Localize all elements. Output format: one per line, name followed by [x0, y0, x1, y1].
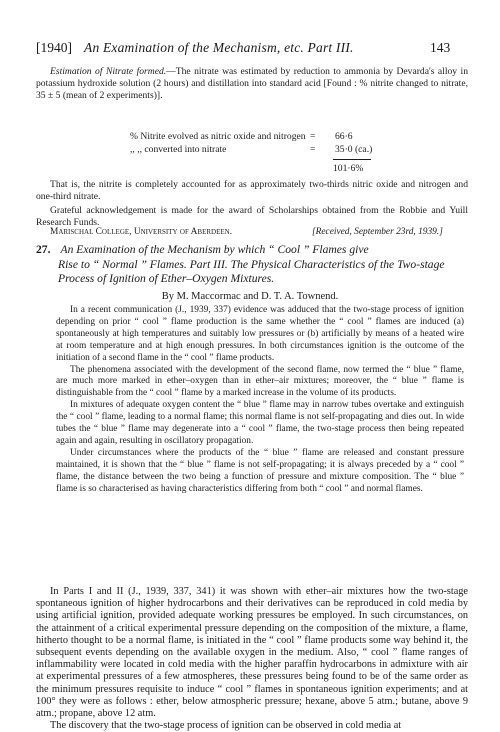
article-title-rest: Rise to “ Normal ” Flames. Part III. The Physical Characteristics of the Two-stage Process of Ignition of Ether–Oxygen Mixtures. [58, 257, 445, 286]
abstract [56, 305, 464, 496]
row-label: % Nitrite evolved as nitric oxide and nitrogen [130, 131, 306, 142]
conclusion-paragraph: That is, the nitrite is completely accounted for as approximately two-thirds nitric oxide and nitrogen and one-third nitrate. [36, 179, 468, 202]
body-paragraph: In Parts I and II (J., 1939, 337, 341) it was shown with ether–air mixtures how the two-stage spontaneous ignition of higher hydrocarbons and their derivatives can be reproduced in cold media by using artificial ignition, provided adequate working pressures be employed. In such circumstances, on the attainment of a critical experimental pressure depending on the composition of the mixture, a flame, hitherto thought to be a normal flame, is initiated in the “ cool ” flame products some way behind it, the subsequent events depending on the available oxygen in the medium. Also, “ cool ” flame ranges of inflammability were located in cold media with the higher paraffin hydrocarbons in admixture with air at experimental pressures of a few atmospheres, these pressures being found to be of the same order as the minimum pressures requisite to induce “ cool ” flames in spontaneous ignition experiments; and at 100° they were as follows : ether, below atmospheric pressure; hexane, above 5 atm.; butane, above 9 atm.; propane, above 12 atm. [36, 586, 468, 720]
nitrate-paragraph [36, 66, 468, 102]
abstract-paragraph: In a recent communication (J., 1939, 337) evidence was adduced that the two-stage process of ignition depending on prior “ cool ” flame production is the same whether the “ cool ” flames are induced (a) spontaneously at high temperatures and suitably low pressures or (b) artificially by means of a heated wire at room temperature and at high enough pressures. In both circumstances ignition is the outcome of the initiation of a second flame in the “ cool ” flame products. [56, 305, 464, 363]
abstract-paragraph: The phenomena associated with the development of the second flame, now termed the “ blue ” flame, are much more marked in ether–oxygen than in ether–air mixtures; moreover, the “ blue ” flame is distinguishable from the “ cool ” flame by a marked increase in the volume of its products. [56, 364, 464, 399]
running-title: An Examination of the Mechanism, etc. Part III. [84, 40, 354, 55]
row-value: 66·6 [335, 131, 353, 142]
equals-sign: = [310, 143, 316, 155]
sum-rule [333, 159, 371, 160]
article-number: 27. [36, 243, 51, 256]
body-text [36, 586, 468, 732]
row-value: 35·0 (ca.) [335, 143, 373, 155]
received-date: [Received, September 23rd, 1939.] [312, 227, 443, 237]
article-authors: By M. Maccormac and D. T. A. Townend. [161, 291, 339, 302]
total-value: 101·6% [333, 163, 364, 174]
body-paragraph: The discovery that the two-stage process of ignition can be observed in cold media at [50, 720, 402, 732]
abstract-paragraph: Under circumstances where the products of the “ blue ” flame are released and constant pressure maintained, it is shown that the “ blue ” flame is not self-propagating; it is always preceded by a “ cool ” flame, the distance between the two being a function of pressure and mixture composition. The “ blue ” flame is so characterised as having characteristics differing from both “ cool ” and normal flames. [56, 447, 464, 494]
equals-sign: = [310, 131, 316, 142]
row-label: ,, ,, converted into nitrate [130, 143, 227, 155]
page-number: 143 [430, 40, 451, 55]
acknowledgement-paragraph: Grateful acknowledgement is made for the award of Scholarships obtained from the Robbie and Yuill Research Funds. [36, 205, 468, 228]
nitrate-text: —The nitrate was estimated by reduction to ammonia by Devarda's alloy in potassium hydroxide solution (2 hours) and distillation into standard acid [Found : % nitrite changed to nitrate, 35 ± 5 (mean of 2 experiments)]. [36, 66, 468, 101]
affiliation: Marischal College, University of Aberdeen. [50, 227, 233, 237]
abstract-paragraph: In mixtures of adequate oxygen content the “ blue ” flame may in narrow tubes overtake and extinguish the “ cool ” flame, leading to a normal flame; this normal flame is not self-propagating and dies out. In wide tubes the “ blue ” flame may degenerate into a “ cool ” flame, the two-stage process then being repeated again and again, resulting in oscillatory propagation. [56, 400, 464, 446]
article-title-line1: An Examination of the Mechanism by which “ Cool ” Flames give [60, 243, 369, 256]
nitrate-label: Estimation of Nitrate formed. [50, 66, 167, 77]
page-year: [1940] [36, 40, 72, 55]
article-heading [36, 243, 468, 287]
